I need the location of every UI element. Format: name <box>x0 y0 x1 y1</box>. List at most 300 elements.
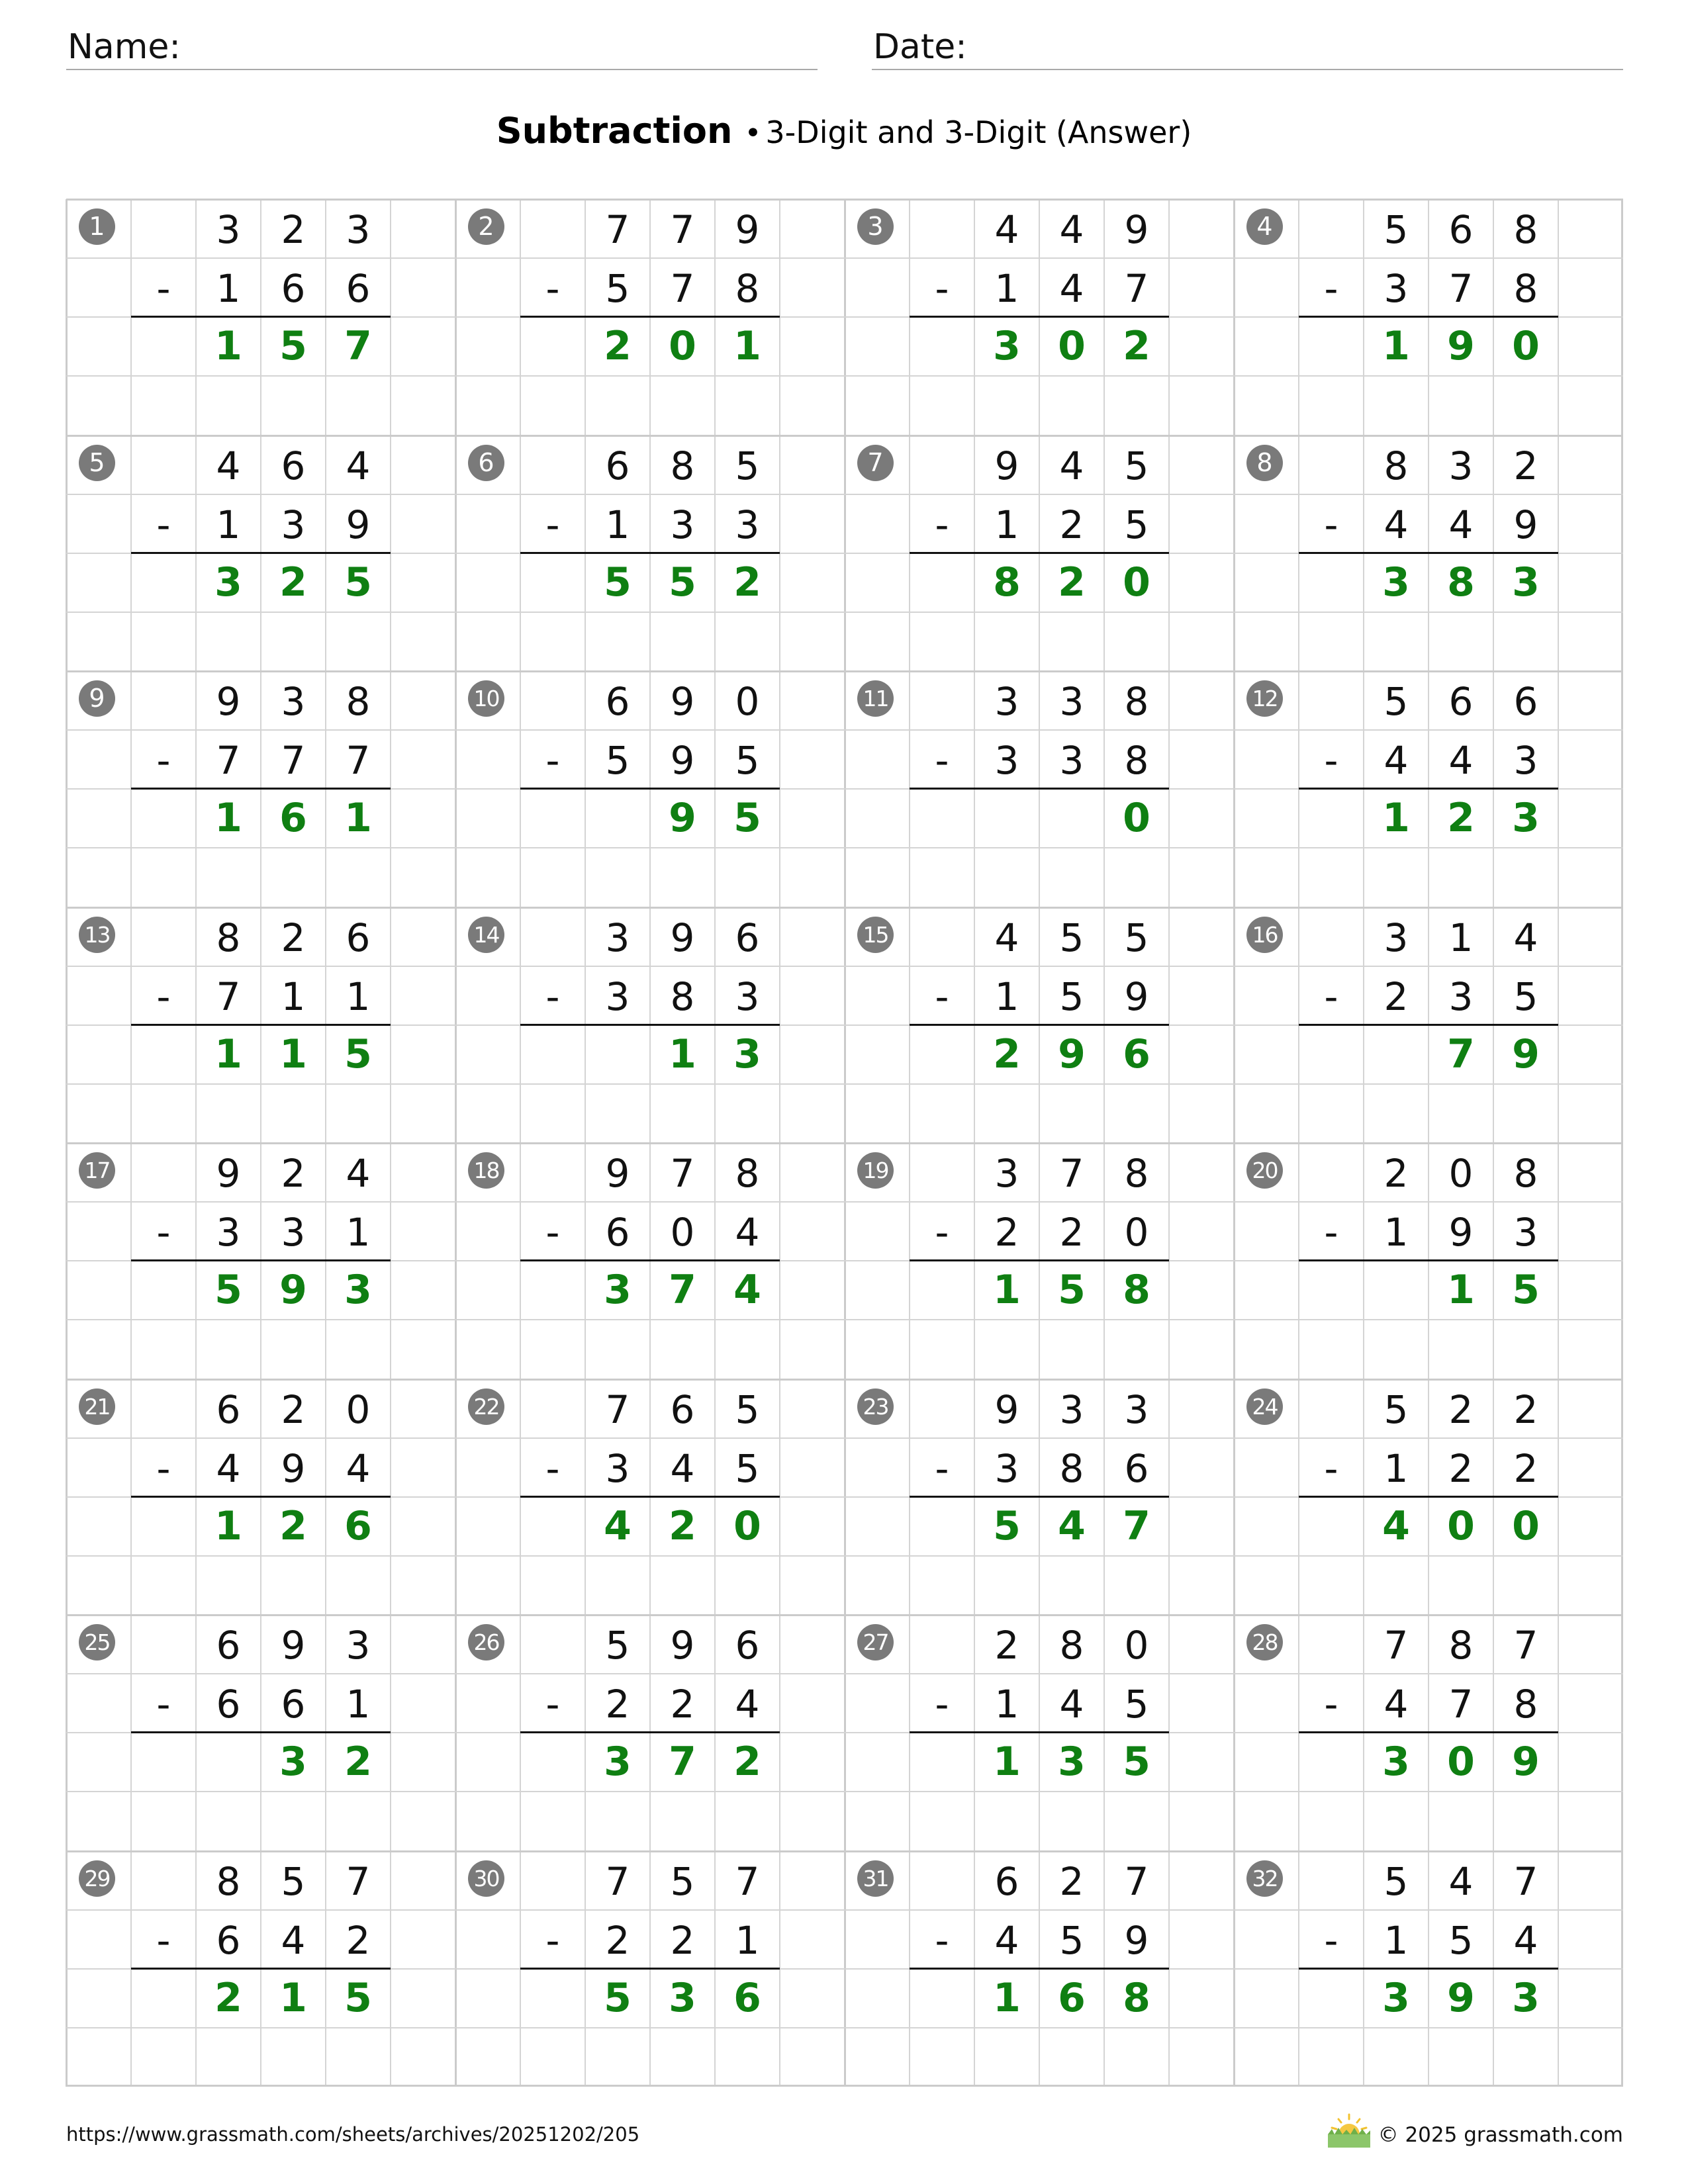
minuend-digit: 8 <box>1124 679 1149 724</box>
subtrahend-digit: 4 <box>1513 1918 1538 1963</box>
answer-digit: 6 <box>733 1975 761 2021</box>
subtrahend-digit: 1 <box>1383 1446 1409 1491</box>
answer-digit: 2 <box>733 1739 761 1785</box>
answer-digit: 9 <box>1447 1975 1475 2021</box>
problem-18 <box>455 1143 845 1379</box>
minuend-digit: 3 <box>1124 1387 1149 1432</box>
subtrahend-digit: 0 <box>1124 1210 1149 1255</box>
answer-line <box>1299 1968 1558 1970</box>
answer-digit: 7 <box>1447 1031 1475 1077</box>
answer-digit: 8 <box>1447 559 1475 606</box>
subtrahend-digit: 8 <box>670 974 695 1019</box>
problem-number-badge: 32 <box>1246 1860 1283 1897</box>
minus-sign: - <box>935 502 949 547</box>
answer-digit: 3 <box>1382 1975 1410 2021</box>
minuend-digit: 4 <box>216 443 241 488</box>
problem-23 <box>845 1379 1234 1615</box>
answer-digit: 3 <box>214 559 242 606</box>
subtrahend-digit: 3 <box>605 1446 630 1491</box>
minuend-digit: 2 <box>281 207 306 252</box>
problem-number-badge: 8 <box>1246 445 1283 481</box>
answer-digit: 2 <box>279 1503 307 1549</box>
minuend-digit: 4 <box>994 207 1019 252</box>
subtrahend-digit: 7 <box>1124 266 1149 311</box>
answer-digit: 2 <box>604 323 632 369</box>
minuend-digit: 2 <box>1513 443 1538 488</box>
subtrahend-digit: 9 <box>346 502 371 547</box>
subtrahend-digit: 3 <box>605 974 630 1019</box>
minus-sign: - <box>156 1446 171 1491</box>
answer-line <box>520 1496 780 1498</box>
subtrahend-digit: 2 <box>1059 502 1084 547</box>
minuend-digit: 4 <box>994 915 1019 960</box>
problem-8 <box>1234 435 1623 671</box>
minus-sign: - <box>1324 502 1338 547</box>
minuend-digit: 9 <box>216 679 241 724</box>
problem-13 <box>66 907 455 1143</box>
minuend-digit: 9 <box>1124 207 1149 252</box>
minuend-digit: 0 <box>735 679 760 724</box>
subtrahend-digit: 7 <box>1448 266 1474 311</box>
subtrahend-digit: 7 <box>216 974 241 1019</box>
answer-digit: 4 <box>733 1267 761 1313</box>
answer-digit: 3 <box>604 1267 632 1313</box>
subtrahend-digit: 6 <box>605 1210 630 1255</box>
problem-number-badge: 6 <box>468 445 504 481</box>
problem-26 <box>455 1615 845 1850</box>
title-bullet: • <box>744 116 762 150</box>
problem-number-badge: 21 <box>79 1388 115 1425</box>
answer-digit: 3 <box>669 1975 696 2021</box>
problem-number-badge: 27 <box>857 1624 894 1661</box>
subtrahend-digit: 8 <box>1059 1446 1084 1491</box>
answer-digit: 2 <box>1123 323 1150 369</box>
subtrahend-digit: 2 <box>1448 1446 1474 1491</box>
minuend-digit: 8 <box>1448 1623 1474 1668</box>
answer-digit: 1 <box>344 795 372 841</box>
problem-30 <box>455 1851 845 2087</box>
minuend-digit: 8 <box>1124 1151 1149 1196</box>
minuend-digit: 3 <box>1448 443 1474 488</box>
minus-sign: - <box>156 266 171 311</box>
answer-digit: 1 <box>279 1031 307 1077</box>
subtrahend-digit: 3 <box>281 502 306 547</box>
answer-digit: 5 <box>279 323 307 369</box>
subtrahend-digit: 9 <box>1124 974 1149 1019</box>
minuend-digit: 3 <box>605 915 630 960</box>
subtrahend-digit: 8 <box>1124 738 1149 783</box>
answer-digit: 2 <box>1447 795 1475 841</box>
subtrahend-digit: 2 <box>605 1682 630 1727</box>
answer-digit: 1 <box>1382 323 1410 369</box>
problem-25 <box>66 1615 455 1850</box>
minus-sign: - <box>156 1210 171 1255</box>
minuend-digit: 5 <box>605 1623 630 1668</box>
answer-line <box>520 1968 780 1970</box>
problem-number-badge: 17 <box>79 1152 115 1189</box>
worksheet-header <box>0 0 1688 192</box>
answer-line <box>131 1968 391 1970</box>
minuend-digit: 5 <box>1059 915 1084 960</box>
problem-number-badge: 9 <box>79 680 115 717</box>
minuend-digit: 7 <box>1383 1623 1409 1668</box>
minuend-digit: 2 <box>281 1151 306 1196</box>
answer-digit: 3 <box>1058 1739 1086 1785</box>
minuend-digit: 7 <box>605 1387 630 1432</box>
minuend-digit: 9 <box>281 1623 306 1668</box>
answer-digit: 3 <box>733 1031 761 1077</box>
answer-line <box>1299 1496 1558 1498</box>
problem-number-badge: 28 <box>1246 1624 1283 1661</box>
minus-sign: - <box>935 1446 949 1491</box>
answer-digit: 5 <box>669 559 696 606</box>
problem-number-badge: 3 <box>857 208 894 245</box>
minuend-digit: 5 <box>1124 915 1149 960</box>
problem-number-badge: 29 <box>79 1860 115 1897</box>
minuend-digit: 6 <box>216 1623 241 1668</box>
problem-4 <box>1234 199 1623 435</box>
name-label: Name: <box>68 27 181 67</box>
subtrahend-digit: 6 <box>281 1682 306 1727</box>
subtrahend-digit: 1 <box>735 1918 760 1963</box>
answer-digit: 1 <box>214 1031 242 1077</box>
minuend-digit: 6 <box>605 443 630 488</box>
problem-number-badge: 23 <box>857 1388 894 1425</box>
subtrahend-digit: 3 <box>1383 266 1409 311</box>
answer-line <box>910 1259 1169 1261</box>
problem-27 <box>845 1615 1234 1850</box>
problem-grid <box>66 199 1623 2087</box>
answer-line <box>910 316 1169 318</box>
answer-digit: 5 <box>993 1503 1021 1549</box>
answer-digit: 8 <box>993 559 1021 606</box>
minus-sign: - <box>545 1918 560 1963</box>
minus-sign: - <box>545 266 560 311</box>
answer-line <box>131 1024 391 1026</box>
answer-digit: 6 <box>344 1503 372 1549</box>
minuend-digit: 6 <box>670 1387 695 1432</box>
subtrahend-digit: 4 <box>1448 738 1474 783</box>
subtrahend-digit: 7 <box>216 738 241 783</box>
answer-digit: 2 <box>214 1975 242 2021</box>
answer-line <box>131 1496 391 1498</box>
minus-sign: - <box>1324 266 1338 311</box>
answer-digit: 2 <box>733 559 761 606</box>
problem-number-badge: 10 <box>468 680 504 717</box>
minuend-digit: 2 <box>281 1387 306 1432</box>
answer-line <box>520 1024 780 1026</box>
minuend-digit: 9 <box>994 443 1019 488</box>
minuend-digit: 5 <box>1383 679 1409 724</box>
answer-digit: 5 <box>344 1031 372 1077</box>
problem-19 <box>845 1143 1234 1379</box>
minuend-digit: 6 <box>735 915 760 960</box>
answer-line <box>520 552 780 554</box>
problem-number-badge: 20 <box>1246 1152 1283 1189</box>
answer-digit: 0 <box>1447 1739 1475 1785</box>
answer-line <box>520 1731 780 1733</box>
subtrahend-digit: 5 <box>1124 1682 1149 1727</box>
minuend-digit: 9 <box>994 1387 1019 1432</box>
answer-digit: 1 <box>993 1267 1021 1313</box>
minus-sign: - <box>156 1918 171 1963</box>
minuend-digit: 8 <box>1059 1623 1084 1668</box>
answer-digit: 5 <box>604 1975 632 2021</box>
minus-sign: - <box>935 266 949 311</box>
date-field[interactable] <box>872 25 1623 70</box>
minus-sign: - <box>156 502 171 547</box>
answer-line <box>1299 316 1558 318</box>
subtrahend-digit: 3 <box>994 1446 1019 1491</box>
answer-digit: 7 <box>669 1267 696 1313</box>
problem-number-badge: 2 <box>468 208 504 245</box>
problem-14 <box>455 907 845 1143</box>
answer-digit: 8 <box>1123 1975 1150 2021</box>
problem-number-badge: 16 <box>1246 917 1283 953</box>
minuend-digit: 8 <box>346 679 371 724</box>
grass-sun-logo-icon <box>1325 2113 1373 2150</box>
problem-number-badge: 14 <box>468 917 504 953</box>
answer-digit: 3 <box>604 1739 632 1785</box>
subtrahend-digit: 6 <box>281 266 306 311</box>
subtrahend-digit: 5 <box>605 738 630 783</box>
minus-sign: - <box>935 1682 949 1727</box>
minuend-digit: 5 <box>670 1859 695 1904</box>
minuend-digit: 5 <box>1383 1859 1409 1904</box>
minuend-digit: 7 <box>670 1151 695 1196</box>
minuend-digit: 2 <box>1513 1387 1538 1432</box>
problem-12 <box>1234 671 1623 907</box>
minuend-digit: 6 <box>346 915 371 960</box>
minuend-digit: 9 <box>670 679 695 724</box>
subtrahend-digit: 5 <box>1059 1918 1084 1963</box>
answer-digit: 1 <box>279 1975 307 2021</box>
answer-digit: 3 <box>1382 1739 1410 1785</box>
minuend-digit: 6 <box>1513 679 1538 724</box>
answer-digit: 3 <box>993 323 1021 369</box>
name-field[interactable] <box>66 25 818 70</box>
answer-digit: 5 <box>733 795 761 841</box>
subtrahend-digit: 4 <box>1383 1682 1409 1727</box>
minuend-digit: 3 <box>994 679 1019 724</box>
problem-number-badge: 13 <box>79 917 115 953</box>
subtrahend-digit: 2 <box>1513 1446 1538 1491</box>
answer-digit: 7 <box>669 1739 696 1785</box>
subtrahend-digit: 1 <box>216 266 241 311</box>
minus-sign: - <box>156 974 171 1019</box>
answer-digit: 0 <box>1447 1503 1475 1549</box>
minuend-digit: 5 <box>735 443 760 488</box>
subtrahend-digit: 1 <box>994 502 1019 547</box>
subtrahend-digit: 0 <box>670 1210 695 1255</box>
problem-number-badge: 7 <box>857 445 894 481</box>
answer-digit: 1 <box>993 1975 1021 2021</box>
minuend-digit: 4 <box>346 443 371 488</box>
answer-digit: 0 <box>1123 795 1150 841</box>
subtrahend-digit: 1 <box>1383 1918 1409 1963</box>
problem-number-badge: 11 <box>857 680 894 717</box>
subtrahend-digit: 5 <box>1513 974 1538 1019</box>
subtrahend-digit: 1 <box>994 266 1019 311</box>
minus-sign: - <box>545 738 560 783</box>
subtrahend-digit: 5 <box>1124 502 1149 547</box>
subtrahend-digit: 3 <box>735 502 760 547</box>
subtrahend-digit: 4 <box>994 1918 1019 1963</box>
minuend-digit: 4 <box>1513 915 1538 960</box>
subtrahend-digit: 2 <box>1059 1210 1084 1255</box>
minuend-digit: 8 <box>670 443 695 488</box>
minus-sign: - <box>156 738 171 783</box>
minus-sign: - <box>935 1210 949 1255</box>
subtrahend-digit: 1 <box>1383 1210 1409 1255</box>
minuend-digit: 2 <box>1383 1151 1409 1196</box>
minus-sign: - <box>545 1446 560 1491</box>
subtrahend-digit: 1 <box>346 1210 371 1255</box>
minus-sign: - <box>1324 1210 1338 1255</box>
minuend-digit: 6 <box>735 1623 760 1668</box>
answer-digit: 6 <box>1123 1031 1150 1077</box>
minuend-digit: 7 <box>735 1859 760 1904</box>
answer-digit: 0 <box>1512 1503 1540 1549</box>
answer-digit: 5 <box>344 1975 372 2021</box>
minus-sign: - <box>1324 1446 1338 1491</box>
title-subtitle: 3-Digit and 3-Digit (Answer) <box>765 114 1192 150</box>
subtrahend-digit: 4 <box>670 1446 695 1491</box>
problem-3 <box>845 199 1234 435</box>
subtrahend-digit: 4 <box>1059 1682 1084 1727</box>
answer-digit: 0 <box>669 323 696 369</box>
problem-29 <box>66 1851 455 2087</box>
answer-digit: 4 <box>1058 1503 1086 1549</box>
minuend-digit: 5 <box>281 1859 306 1904</box>
minuend-digit: 1 <box>1448 915 1474 960</box>
answer-digit: 7 <box>1123 1503 1150 1549</box>
answer-digit: 5 <box>344 559 372 606</box>
subtrahend-digit: 3 <box>1513 738 1538 783</box>
answer-digit: 8 <box>1123 1267 1150 1313</box>
minuend-digit: 8 <box>735 1151 760 1196</box>
footer-url[interactable]: https://www.grassmath.com/sheets/archives/20251202/205 <box>66 2123 640 2146</box>
minuend-digit: 7 <box>670 207 695 252</box>
subtrahend-digit: 3 <box>1513 1210 1538 1255</box>
answer-digit: 3 <box>279 1739 307 1785</box>
problem-9 <box>66 671 455 907</box>
minuend-digit: 6 <box>281 443 306 488</box>
minus-sign: - <box>1324 974 1338 1019</box>
minuend-digit: 2 <box>994 1623 1019 1668</box>
answer-line <box>131 316 391 318</box>
subtrahend-digit: 4 <box>216 1446 241 1491</box>
answer-line <box>1299 788 1558 790</box>
problem-28 <box>1234 1615 1623 1850</box>
answer-line <box>520 788 780 790</box>
title-main: Subtraction <box>496 110 733 152</box>
problem-number-badge: 26 <box>468 1624 504 1661</box>
subtrahend-digit: 3 <box>1448 974 1474 1019</box>
minuend-digit: 5 <box>1124 443 1149 488</box>
problem-number-badge: 30 <box>468 1860 504 1897</box>
subtrahend-digit: 1 <box>605 502 630 547</box>
minus-sign: - <box>935 974 949 1019</box>
subtrahend-digit: 2 <box>1383 974 1409 1019</box>
minuend-digit: 0 <box>346 1387 371 1432</box>
problem-5 <box>66 435 455 671</box>
subtrahend-digit: 8 <box>735 266 760 311</box>
problem-number-badge: 18 <box>468 1152 504 1189</box>
minuend-digit: 8 <box>216 915 241 960</box>
answer-line <box>910 1496 1169 1498</box>
subtrahend-digit: 4 <box>735 1682 760 1727</box>
problem-number-badge: 24 <box>1246 1388 1283 1425</box>
subtrahend-digit: 2 <box>670 1682 695 1727</box>
answer-digit: 1 <box>214 1503 242 1549</box>
subtrahend-digit: 3 <box>281 1210 306 1255</box>
minuend-digit: 8 <box>1513 207 1538 252</box>
answer-line <box>1299 552 1558 554</box>
minuend-digit: 7 <box>605 1859 630 1904</box>
subtrahend-digit: 4 <box>1383 738 1409 783</box>
minuend-digit: 3 <box>1383 915 1409 960</box>
minuend-digit: 3 <box>216 207 241 252</box>
answer-digit: 1 <box>669 1031 696 1077</box>
answer-digit: 6 <box>1058 1975 1086 2021</box>
problem-number-badge: 15 <box>857 917 894 953</box>
answer-digit: 5 <box>1123 1739 1150 1785</box>
minuend-digit: 9 <box>216 1151 241 1196</box>
subtrahend-digit: 1 <box>994 974 1019 1019</box>
date-label: Date: <box>873 27 967 67</box>
minuend-digit: 4 <box>346 1151 371 1196</box>
minuend-digit: 9 <box>605 1151 630 1196</box>
problem-22 <box>455 1379 845 1615</box>
subtrahend-digit: 1 <box>216 502 241 547</box>
subtrahend-digit: 1 <box>346 974 371 1019</box>
answer-digit: 4 <box>604 1503 632 1549</box>
subtrahend-digit: 6 <box>1124 1446 1149 1491</box>
subtrahend-digit: 6 <box>216 1682 241 1727</box>
subtrahend-digit: 5 <box>605 266 630 311</box>
subtrahend-digit: 1 <box>281 974 306 1019</box>
subtrahend-digit: 3 <box>1059 738 1084 783</box>
problem-number-badge: 31 <box>857 1860 894 1897</box>
subtrahend-digit: 3 <box>216 1210 241 1255</box>
minuend-digit: 4 <box>1448 1859 1474 1904</box>
subtrahend-digit: 8 <box>1513 266 1538 311</box>
subtrahend-digit: 9 <box>1448 1210 1474 1255</box>
answer-digit: 6 <box>279 795 307 841</box>
subtrahend-digit: 1 <box>346 1682 371 1727</box>
subtrahend-digit: 7 <box>346 738 371 783</box>
answer-line <box>910 552 1169 554</box>
answer-digit: 5 <box>1058 1267 1086 1313</box>
minus-sign: - <box>1324 1918 1338 1963</box>
answer-digit: 1 <box>1382 795 1410 841</box>
problem-7 <box>845 435 1234 671</box>
subtrahend-digit: 9 <box>670 738 695 783</box>
subtrahend-digit: 4 <box>1448 502 1474 547</box>
minus-sign: - <box>156 1682 171 1727</box>
problem-20 <box>1234 1143 1623 1379</box>
minuend-digit: 9 <box>670 1623 695 1668</box>
minuend-digit: 7 <box>605 207 630 252</box>
subtrahend-digit: 2 <box>670 1918 695 1963</box>
minuend-digit: 7 <box>346 1859 371 1904</box>
subtrahend-digit: 7 <box>670 266 695 311</box>
answer-digit: 5 <box>1512 1267 1540 1313</box>
problem-number-badge: 22 <box>468 1388 504 1425</box>
minuend-digit: 2 <box>1448 1387 1474 1432</box>
answer-digit: 9 <box>1512 1739 1540 1785</box>
